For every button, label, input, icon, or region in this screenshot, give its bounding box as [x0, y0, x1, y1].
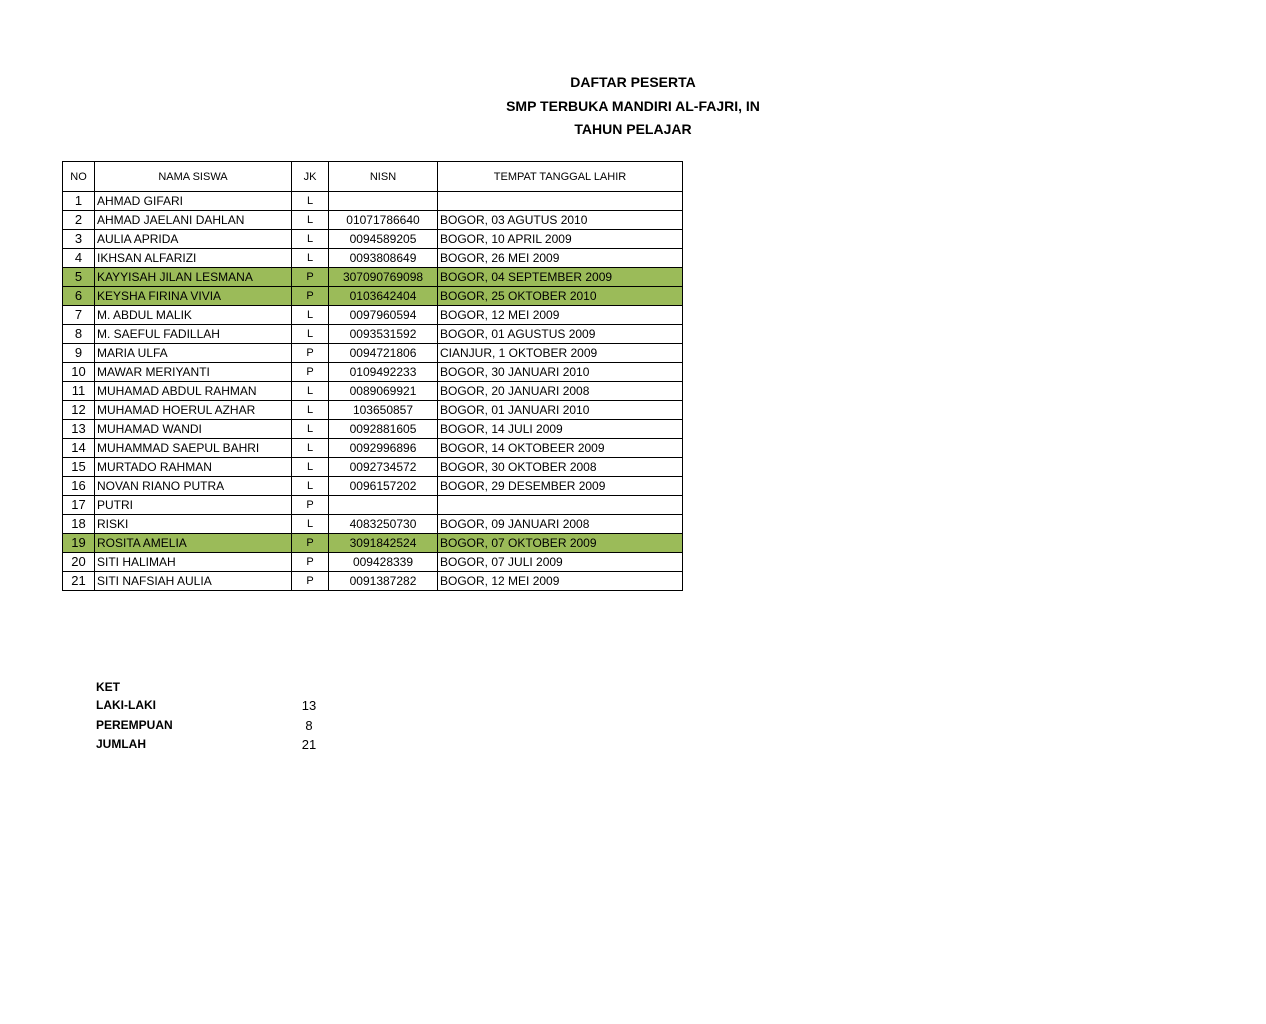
cell-jk: P — [292, 553, 329, 572]
cell-nama: NOVAN RIANO PUTRA — [95, 477, 292, 496]
cell-no: 9 — [63, 344, 95, 363]
table-header-row — [63, 162, 683, 192]
cell-jk: P — [292, 534, 329, 553]
summary-row — [96, 716, 336, 736]
cell-nisn: 0092734572 — [329, 458, 438, 477]
cell-nama: MURTADO RAHMAN — [95, 458, 292, 477]
cell-no: 11 — [63, 382, 95, 401]
cell-jk: L — [292, 211, 329, 230]
cell-ttl — [438, 496, 683, 515]
cell-jk: L — [292, 401, 329, 420]
cell-ttl: CIANJUR, 1 OKTOBER 2009 — [438, 344, 683, 363]
cell-nama: AHMAD JAELANI DAHLAN — [95, 211, 292, 230]
table-row — [63, 401, 683, 420]
cell-nama: MUHAMAD ABDUL RAHMAN — [95, 382, 292, 401]
cell-no: 21 — [63, 572, 95, 591]
summary-row — [96, 735, 336, 755]
cell-ttl: BOGOR, 20 JANUARI 2008 — [438, 382, 683, 401]
cell-nama: MUHAMMAD SAEPUL BAHRI — [95, 439, 292, 458]
table-row — [63, 230, 683, 249]
cell-jk: P — [292, 572, 329, 591]
column-header-jk: JK — [292, 162, 329, 192]
cell-ttl — [438, 192, 683, 211]
cell-nisn — [329, 496, 438, 515]
cell-jk: L — [292, 420, 329, 439]
cell-jk: L — [292, 306, 329, 325]
cell-nama: M. SAEFUL FADILLAH — [95, 325, 292, 344]
cell-jk: P — [292, 363, 329, 382]
cell-nisn: 0093808649 — [329, 249, 438, 268]
table-row — [63, 249, 683, 268]
cell-nama: MAWAR MERIYANTI — [95, 363, 292, 382]
cell-nisn: 0097960594 — [329, 306, 438, 325]
cell-no: 16 — [63, 477, 95, 496]
table-row — [63, 363, 683, 382]
table-row — [63, 534, 683, 553]
cell-ttl: BOGOR, 04 SEPTEMBER 2009 — [438, 268, 683, 287]
cell-ttl: BOGOR, 01 AGUSTUS 2009 — [438, 325, 683, 344]
cell-no: 6 — [63, 287, 95, 306]
cell-nisn: 0091387282 — [329, 572, 438, 591]
cell-nama: M. ABDUL MALIK — [95, 306, 292, 325]
cell-nisn: 0103642404 — [329, 287, 438, 306]
summary-heading: KET — [96, 680, 120, 694]
cell-jk: L — [292, 192, 329, 211]
cell-nisn: 4083250730 — [329, 515, 438, 534]
summary-label: LAKI-LAKI — [96, 698, 156, 712]
cell-nama: AHMAD GIFARI — [95, 192, 292, 211]
cell-nama: IKHSAN ALFARIZI — [95, 249, 292, 268]
cell-ttl: BOGOR, 14 JULI 2009 — [438, 420, 683, 439]
cell-no: 13 — [63, 420, 95, 439]
cell-jk: L — [292, 249, 329, 268]
cell-nama: KAYYISAH JILAN LESMANA — [95, 268, 292, 287]
table-row — [63, 515, 683, 534]
cell-nama: AULIA APRIDA — [95, 230, 292, 249]
cell-ttl: BOGOR, 26 MEI 2009 — [438, 249, 683, 268]
summary-value: 8 — [305, 717, 313, 733]
cell-nisn: 0094589205 — [329, 230, 438, 249]
table-row — [63, 477, 683, 496]
table-row — [63, 268, 683, 287]
cell-nisn: 0096157202 — [329, 477, 438, 496]
cell-no: 8 — [63, 325, 95, 344]
summary-row — [96, 696, 336, 716]
cell-ttl: BOGOR, 14 OKTOBEER 2009 — [438, 439, 683, 458]
cell-nama: PUTRI — [95, 496, 292, 515]
cell-nisn: 3091842524 — [329, 534, 438, 553]
cell-ttl: BOGOR, 09 JANUARI 2008 — [438, 515, 683, 534]
cell-ttl: BOGOR, 01 JANUARI 2010 — [438, 401, 683, 420]
summary-value: 21 — [301, 737, 317, 752]
cell-nama: SITI HALIMAH — [95, 553, 292, 572]
cell-ttl: BOGOR, 03 AGUTUS 2010 — [438, 211, 683, 230]
cell-ttl: BOGOR, 07 JULI 2009 — [438, 553, 683, 572]
cell-no: 10 — [63, 363, 95, 382]
cell-nisn: 0089069921 — [329, 382, 438, 401]
cell-jk: P — [292, 344, 329, 363]
cell-no: 1 — [63, 192, 95, 211]
table-body — [63, 192, 683, 591]
table-row — [63, 458, 683, 477]
cell-ttl: BOGOR, 10 APRIL 2009 — [438, 230, 683, 249]
cell-nama: SITI NAFSIAH AULIA — [95, 572, 292, 591]
column-header-ttl: TEMPAT TANGGAL LAHIR — [438, 162, 683, 192]
cell-nama: MUHAMAD WANDI — [95, 420, 292, 439]
cell-jk: L — [292, 439, 329, 458]
cell-nisn: 307090769098 — [329, 268, 438, 287]
cell-nama: MUHAMAD HOERUL AZHAR — [95, 401, 292, 420]
cell-no: 2 — [63, 211, 95, 230]
table-row — [63, 439, 683, 458]
cell-nama: RISKI — [95, 515, 292, 534]
cell-nisn: 0093531592 — [329, 325, 438, 344]
title-line-2: SMP TERBUKA MANDIRI AL-FAJRI, IN — [506, 98, 760, 114]
column-header-nama: NAMA SISWA — [95, 162, 292, 192]
cell-no: 17 — [63, 496, 95, 515]
cell-ttl: BOGOR, 12 MEI 2009 — [438, 572, 683, 591]
cell-no: 20 — [63, 553, 95, 572]
cell-jk: L — [292, 325, 329, 344]
cell-no: 14 — [63, 439, 95, 458]
cell-ttl: BOGOR, 30 OKTOBER 2008 — [438, 458, 683, 477]
cell-no: 18 — [63, 515, 95, 534]
table-row — [63, 306, 683, 325]
cell-nisn: 009428339 — [329, 553, 438, 572]
cell-no: 5 — [63, 268, 95, 287]
cell-nama: KEYSHA FIRINA VIVIA — [95, 287, 292, 306]
cell-jk: L — [292, 477, 329, 496]
cell-jk: P — [292, 268, 329, 287]
cell-nisn: 0092881605 — [329, 420, 438, 439]
summary-block — [96, 679, 336, 755]
cell-nisn: 103650857 — [329, 401, 438, 420]
cell-ttl: BOGOR, 29 DESEMBER 2009 — [438, 477, 683, 496]
summary-value: 13 — [301, 698, 317, 713]
table-row — [63, 325, 683, 344]
cell-no: 4 — [63, 249, 95, 268]
cell-nama: ROSITA AMELIA — [95, 534, 292, 553]
student-table — [62, 161, 683, 591]
cell-nama: MARIA ULFA — [95, 344, 292, 363]
cell-jk: P — [292, 496, 329, 515]
title-line-1: DAFTAR PESERTA — [570, 74, 696, 90]
table-row — [63, 553, 683, 572]
table-row — [63, 420, 683, 439]
cell-no: 7 — [63, 306, 95, 325]
summary-label: PEREMPUAN — [96, 717, 173, 732]
summary-label: JUMLAH — [96, 737, 146, 751]
column-header-no: NO — [63, 162, 95, 192]
table-row — [63, 344, 683, 363]
summary-heading-row — [96, 679, 336, 696]
table-row — [63, 192, 683, 211]
cell-jk: L — [292, 382, 329, 401]
table-row — [63, 382, 683, 401]
cell-nisn — [329, 192, 438, 211]
cell-ttl: BOGOR, 12 MEI 2009 — [438, 306, 683, 325]
cell-no: 19 — [63, 534, 95, 553]
column-header-nisn: NISN — [329, 162, 438, 192]
title-line-3: TAHUN PELAJAR — [574, 121, 692, 137]
cell-nisn: 0092996896 — [329, 439, 438, 458]
table-row — [63, 496, 683, 515]
cell-no: 3 — [63, 230, 95, 249]
cell-no: 12 — [63, 401, 95, 420]
cell-nisn: 0094721806 — [329, 344, 438, 363]
table-row — [63, 211, 683, 230]
cell-nisn: 01071786640 — [329, 211, 438, 230]
table-row — [63, 287, 683, 306]
cell-nisn: 0109492233 — [329, 363, 438, 382]
cell-ttl: BOGOR, 07 OKTOBER 2009 — [438, 534, 683, 553]
cell-jk: L — [292, 515, 329, 534]
cell-no: 15 — [63, 458, 95, 477]
cell-ttl: BOGOR, 25 OKTOBER 2010 — [438, 287, 683, 306]
cell-ttl: BOGOR, 30 JANUARI 2010 — [438, 363, 683, 382]
cell-jk: P — [292, 287, 329, 306]
cell-jk: L — [292, 458, 329, 477]
cell-jk: L — [292, 230, 329, 249]
table-row — [63, 572, 683, 591]
